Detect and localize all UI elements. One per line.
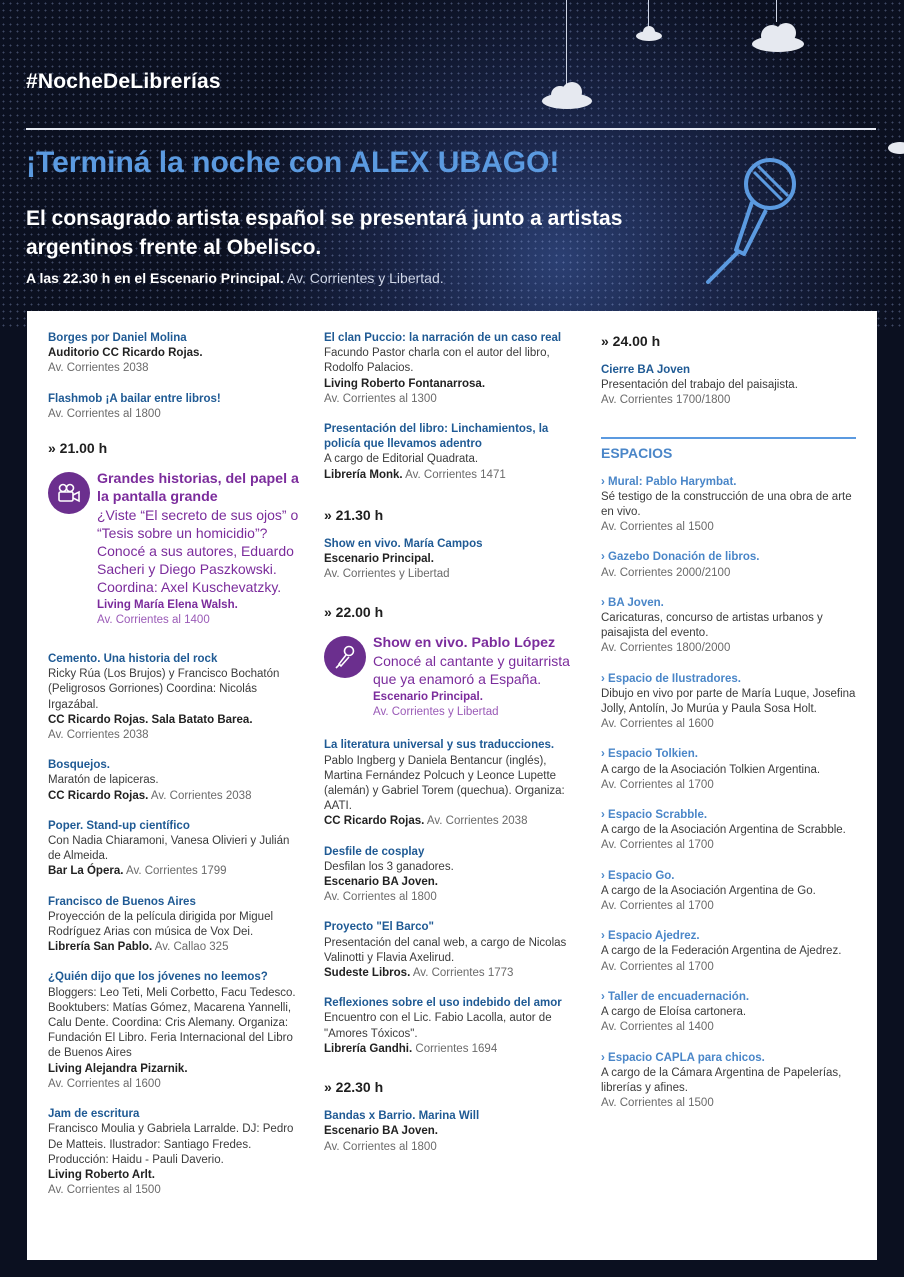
event-address: Av. Corrientes al 1600 <box>48 1077 161 1090</box>
space-item <box>601 672 856 733</box>
program-panel <box>27 311 877 1260</box>
event-title: Reflexiones sobre el uso indebido del amor <box>324 997 562 1010</box>
space-item <box>601 550 856 580</box>
event-venue: Living Roberto Fontanarrosa. <box>324 377 486 390</box>
event-title: Bosquejos. <box>48 759 110 772</box>
space-description: A cargo de Eloísa cartonera. <box>601 1006 747 1019</box>
space-title: › Taller de encuadernación. <box>601 990 750 1003</box>
event-address: Av. Corrientes 1471 <box>405 468 506 481</box>
space-description: Sé testigo de la construcción de una obra de arte en vivo. <box>601 490 852 519</box>
event-item <box>324 331 579 407</box>
featured-description: Conocé al cantante y guitarrista que ya enamoró a España. <box>373 653 570 688</box>
space-item <box>601 475 856 536</box>
spaces-divider <box>601 437 856 439</box>
cloud-icon <box>750 16 806 54</box>
cloud-string <box>566 0 567 88</box>
subtitle: El consagrado artista español se presentará junto a artistas argentinos frente al Obelisco. <box>26 207 623 259</box>
event-title: Flashmob ¡A bailar entre libros! <box>48 392 221 405</box>
event-title: Presentación del libro: Linchamientos, la policía que llevamos adentro <box>324 423 549 451</box>
space-description: Caricaturas, concurso de artistas urbanos y paisajista del evento. <box>601 612 823 640</box>
space-title: › Espacio Tolkien. <box>601 748 698 761</box>
event-title: Jam de escritura <box>48 1108 140 1121</box>
event-item <box>324 996 579 1057</box>
cloud-icon <box>886 136 904 156</box>
space-address: Av. Corrientes al 1500 <box>601 521 714 534</box>
column-2 <box>324 331 579 1170</box>
space-title: › Espacio CAPLA para chicos. <box>601 1051 765 1064</box>
header-divider <box>26 128 876 130</box>
space-description: A cargo de la Asociación Tolkien Argentina. <box>601 763 821 776</box>
event-title: ¿Quién dijo que los jóvenes no leemos? <box>48 971 268 984</box>
event-description: Presentación del trabajo del paisajista. <box>601 379 798 392</box>
event-item <box>324 920 579 981</box>
event-address: Av. Corrientes 2038 <box>150 789 252 802</box>
space-title: › BA Joven. <box>601 596 664 609</box>
event-item <box>324 537 579 583</box>
featured-address: Av. Corrientes y Libertad <box>373 706 499 719</box>
event-venue: CC Ricardo Rojas. <box>48 789 149 802</box>
featured-title: Show en vivo. Pablo López <box>373 635 556 652</box>
event-address: Av. Corrientes 2038 <box>48 729 149 742</box>
cloud-icon <box>540 82 594 110</box>
space-address: Av. Corrientes al 1700 <box>601 778 714 791</box>
space-title: › Espacio Scrabble. <box>601 809 708 822</box>
event-description: Francisco Moulia y Gabriela Larralde. DJ: Pedro De Matteis. Ilustrador: Santiago Fredes. Producción: Haidu - Pauli Daverio. <box>48 1123 294 1166</box>
space-address: Av. Corrientes 1800/2000 <box>601 642 731 655</box>
event-title: Cierre BA Joven <box>601 364 691 376</box>
time-heading: » 21.00 h <box>48 440 108 457</box>
event-venue: CC Ricardo Rojas. <box>324 815 425 828</box>
event-description: Encuentro con el Lic. Fabio Lacolla, autor de "Amores Tóxicos". <box>324 1012 552 1040</box>
event-address: Av. Corrientes y Libertad <box>324 568 450 581</box>
event-venue: Living Roberto Arlt. <box>48 1168 155 1181</box>
space-title: › Espacio Ajedrez. <box>601 930 700 943</box>
event-item <box>48 970 303 1092</box>
event-venue: Escenario Principal. <box>324 553 434 566</box>
headline: ¡Terminá la noche con ALEX UBAGO! <box>26 146 560 179</box>
space-description: A cargo de la Asociación Argentina de Go. <box>601 884 816 897</box>
event-venue: Living Alejandra Pizarnik. <box>48 1062 188 1075</box>
event-item <box>48 895 303 956</box>
event-venue: Auditorio CC Ricardo Rojas. <box>48 347 203 360</box>
event-item <box>324 845 579 906</box>
event-item <box>48 819 303 880</box>
featured-event <box>48 470 303 628</box>
event-item <box>48 392 303 422</box>
event-description: Proyección de la película dirigida por Miguel Rodríguez Arias con música de Vox Dei. <box>48 910 274 939</box>
film-camera-icon <box>48 472 90 514</box>
event-title: Proyecto "El Barco" <box>324 921 434 934</box>
event-description: Facundo Pastor charla con el autor del libro, Rodolfo Palacios. <box>324 347 550 375</box>
featured-address: Av. Corrientes al 1400 <box>97 614 210 627</box>
space-title: › Mural: Pablo Harymbat. <box>601 475 737 488</box>
event-venue: Librería San Pablo. <box>48 941 153 954</box>
event-title: La literatura universal y sus traducciones. <box>324 739 555 752</box>
event-venue: Escenario BA Joven. <box>324 1125 438 1138</box>
time-heading: » 24.00 h <box>601 333 661 349</box>
space-address: Av. Corrientes al 1700 <box>601 839 714 852</box>
event-description: Presentación del canal web, a cargo de Nicolas Valinotti y Flavia Axelirud. <box>324 936 567 964</box>
event-item <box>48 331 303 377</box>
event-description: A cargo de Editorial Quadrata. <box>324 453 479 466</box>
featured-venue: Escenario Principal. <box>373 691 483 704</box>
time-heading: » 22.30 h <box>324 1079 384 1096</box>
event-item <box>324 422 579 483</box>
space-address: Av. Corrientes al 1400 <box>601 1021 714 1034</box>
event-title: Cemento. Una historia del rock <box>48 653 218 666</box>
event-description: Pablo Ingberg y Daniela Bentancur (inglés), Martina Fernández Polcuch y Leonce Lupette (alemán) y Gabriel Torem (quechua). Organiza: AATI. <box>324 754 565 813</box>
space-item <box>601 1051 856 1112</box>
event-address: Av. Corrientes al 1800 <box>324 891 437 904</box>
space-title: › Espacio Go. <box>601 869 675 882</box>
spaces-heading: ESPACIOS <box>601 444 673 461</box>
event-address: Av. Corrientes al 1800 <box>324 1140 437 1153</box>
column-1 <box>48 331 303 1213</box>
event-title: Show en vivo. María Campos <box>324 537 483 550</box>
event-item <box>324 738 579 829</box>
event-address: Av. Corrientes 2038 <box>426 815 528 828</box>
space-item <box>601 929 856 975</box>
time-heading: » 21.30 h <box>324 506 384 523</box>
space-description: A cargo de la Federación Argentina de Ajedrez. <box>601 945 842 958</box>
space-title: › Gazebo Donación de libros. <box>601 551 760 564</box>
event-time-place: A las 22.30 h en el Escenario Principal. Av. Corrientes y Libertad. <box>26 270 444 286</box>
space-description: A cargo de la Asociación Argentina de Scrabble. <box>601 824 846 837</box>
event-item <box>601 363 856 409</box>
space-title: › Espacio de Ilustradores. <box>601 672 741 685</box>
event-address: Corrientes 1694 <box>415 1042 498 1055</box>
space-description: A cargo de la Cámara Argentina de Papelerías, librerías y afines. <box>601 1066 842 1094</box>
event-item <box>48 1107 303 1198</box>
featured-venue: Living María Elena Walsh. <box>97 599 238 612</box>
event-description: Ricky Rúa (Los Brujos) y Francisco Bochatón (Peligrosos Gorriones) Coordina: Nicolás Irgazábal. <box>48 668 280 711</box>
microphone-icon <box>324 636 366 678</box>
column-3 <box>601 331 856 1126</box>
event-address: Av. Callao 325 <box>154 941 229 954</box>
event-title: Desfile de cosplay <box>324 845 425 858</box>
space-item <box>601 596 856 657</box>
event-description: Bloggers: Leo Teti, Meli Corbetto, Facu Tedesco. Booktubers: Matías Gómez, Macarena Yannelli, Calu Dente. Coordina: Cris Alemany. Organiza: Fundación El Libro. Feria Internacional del Libro de Buenos Aires <box>48 986 296 1060</box>
event-item <box>48 758 303 804</box>
event-description: Maratón de lapiceras. <box>48 774 159 787</box>
event-address: Av. Corrientes 1799 <box>125 865 227 878</box>
event-item <box>48 652 303 743</box>
event-title: Francisco de Buenos Aires <box>48 895 196 908</box>
featured-description: ¿Viste “El secreto de sus ojos” o “Tesis sobre un homicidio”? Conocé a sus autores, Eduardo Sacheri y Diego Paszkowski. Coordina: Axel Kuschevatzky. <box>97 507 299 596</box>
event-address: Av. Corrientes al 1500 <box>48 1184 161 1197</box>
time-heading: » 22.00 h <box>324 604 384 621</box>
hashtag: #NocheDeLibrerías <box>26 70 221 93</box>
event-venue: Bar La Ópera. <box>48 865 124 878</box>
event-address: Av. Corrientes 2038 <box>48 362 149 375</box>
space-address: Av. Corrientes al 1700 <box>601 960 714 973</box>
featured-event <box>324 634 579 720</box>
space-item <box>601 808 856 854</box>
event-address: Av. Corrientes al 1300 <box>324 392 437 405</box>
event-venue: Librería Gandhi. <box>324 1042 413 1055</box>
event-address: Av. Corrientes 1773 <box>412 967 514 980</box>
space-address: Av. Corrientes al 1700 <box>601 900 714 913</box>
cloud-icon <box>634 24 664 42</box>
space-item <box>601 869 856 915</box>
featured-title: Grandes historias, del papel a la pantalla grande <box>97 471 299 506</box>
event-title: Bandas x Barrio. Marina Will <box>324 1110 480 1123</box>
event-venue: Sudeste Libros. <box>324 967 411 980</box>
space-address: Av. Corrientes al 1600 <box>601 718 714 731</box>
space-address: Av. Corrientes al 1500 <box>601 1097 714 1110</box>
event-title: Poper. Stand-up científico <box>48 819 190 832</box>
event-title: El clan Puccio: la narración de un caso real <box>324 332 562 344</box>
event-venue: Librería Monk. <box>324 468 403 481</box>
event-item <box>324 1109 579 1155</box>
space-item <box>601 990 856 1036</box>
event-venue: Escenario BA Joven. <box>324 876 438 889</box>
event-description: Desfilan los 3 ganadores. <box>324 860 454 873</box>
event-title: Borges por Daniel Molina <box>48 332 187 344</box>
event-address: Av. Corrientes al 1800 <box>48 407 161 420</box>
space-description: Dibujo en vivo por parte de María Luque, Josefina Jolly, Antolín, Jo Murúa y Paula Sosa Holt. <box>601 687 856 716</box>
event-venue: CC Ricardo Rojas. Sala Batato Barea. <box>48 713 253 726</box>
microphone-icon <box>700 152 810 288</box>
space-address: Av. Corrientes 2000/2100 <box>601 566 731 579</box>
space-item <box>601 747 856 793</box>
event-description: Con Nadia Chiaramoni, Vanesa Olivieri y Julián de Almeida. <box>48 835 290 863</box>
event-address: Av. Corrientes 1700/1800 <box>601 394 731 407</box>
